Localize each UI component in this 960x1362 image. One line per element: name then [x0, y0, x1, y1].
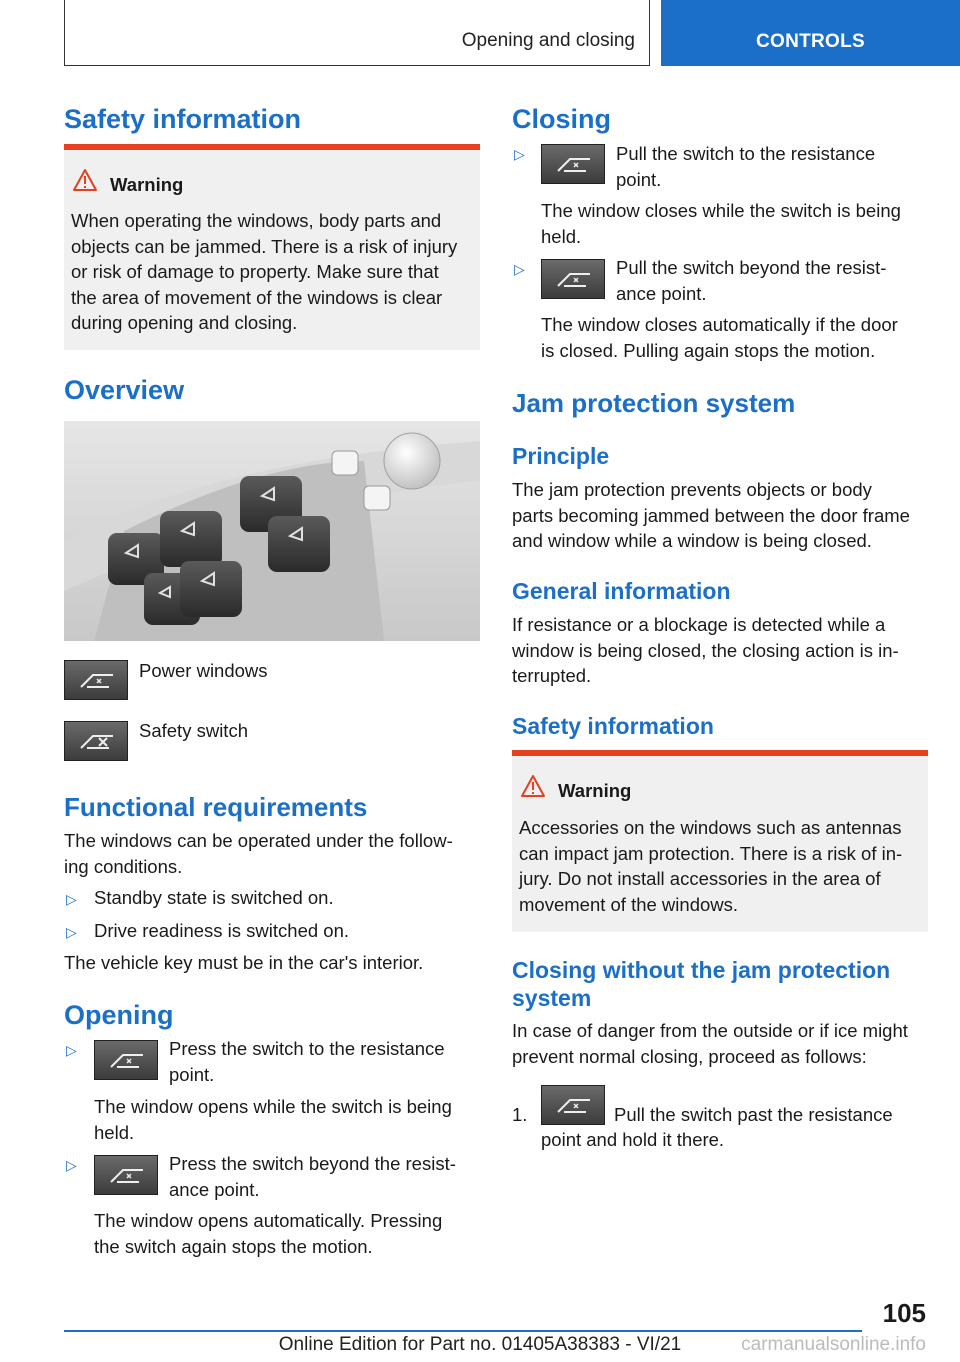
warning-line: can impact jam protection. There is a risk of in-: [519, 842, 903, 864]
warning-line: When operating the windows, body parts and: [71, 210, 442, 231]
closing-without-jam-protection-heading: [512, 956, 890, 1012]
text-line: held.: [541, 225, 582, 247]
overview-heading: Overview: [64, 375, 185, 405]
jam-protection-heading: Jam protection system: [512, 388, 796, 418]
power-window-switch-icon: [541, 259, 605, 299]
warning-line: during opening and closing.: [71, 312, 298, 333]
general-information-text: [512, 612, 899, 689]
text-line: Pull the switch beyond the resist-: [616, 257, 887, 278]
warning-text: [71, 208, 470, 336]
legend-safety-switch-label: Safety switch: [139, 720, 248, 741]
watermark: carmanualsonline.info: [741, 1334, 926, 1355]
power-window-switch-icon: [64, 660, 128, 700]
text-line: is closed. Pulling again stops the motion.: [541, 339, 876, 361]
heading-line: Closing without the jam protection: [512, 957, 891, 983]
warning-box: [64, 144, 480, 350]
text-line: the switch again stops the motion.: [94, 1235, 373, 1257]
warning-triangle-icon: [520, 774, 546, 798]
footer-divider: [64, 1330, 862, 1332]
opening-heading: Opening: [64, 1000, 174, 1030]
text-line: The windows can be operated under the follow-: [64, 830, 453, 851]
text-line: The window opens while the switch is being: [94, 1096, 452, 1117]
opening-step-text: [169, 1151, 456, 1202]
page-number: 105: [882, 1298, 926, 1328]
closing-heading: Closing: [512, 104, 611, 134]
text-line: Pull the switch to the resistance: [616, 143, 876, 164]
functional-item: Standby state is switched on.: [94, 887, 334, 908]
warning-box: [512, 750, 928, 932]
warning-line: jury. Do not install accessories in the area of: [519, 868, 881, 889]
warning-line: movement of the windows.: [519, 893, 739, 915]
warning-line: the area of movement of the windows is clear: [71, 286, 443, 308]
heading-line: system: [512, 985, 592, 1011]
closing-step-text: [616, 255, 886, 306]
safety-switch-icon: [64, 721, 128, 761]
general-information-heading: General information: [512, 578, 731, 604]
opening-step-text: [169, 1036, 445, 1087]
functional-intro: [64, 828, 480, 879]
legend-power-windows-label: Power windows: [139, 660, 268, 681]
closing-step-result: [541, 312, 898, 363]
power-window-switch-icon: [94, 1040, 158, 1080]
text-line: terrupted.: [512, 665, 592, 686]
bullet-triangle-icon: ▷: [514, 261, 525, 277]
text-line: Press the switch to the resistance: [169, 1038, 445, 1059]
warning-title: Warning: [110, 174, 184, 195]
closing-step-text: [616, 141, 875, 192]
bullet-triangle-icon: ▷: [66, 891, 77, 907]
step-number: 1.: [512, 1104, 528, 1125]
text-line: The window closes while the switch is being: [541, 200, 901, 221]
safety-information-subheading: Safety information: [512, 713, 714, 739]
warning-line: or risk of damage to property. Make sure that: [71, 261, 439, 282]
text-line: held.: [94, 1121, 135, 1143]
text-line: parts becoming jammed between the door frame: [512, 504, 910, 526]
closing-without-text: [512, 1018, 908, 1069]
closing-step-result: [541, 198, 901, 249]
text-line: point.: [169, 1063, 215, 1085]
power-window-switch-icon: [94, 1155, 158, 1195]
header-chapter-tab[interactable]: [661, 0, 960, 66]
text-line: ing conditions.: [64, 855, 183, 877]
header-box: [64, 0, 650, 66]
principle-heading: Principle: [512, 443, 610, 469]
text-line: The window closes automatically if the door: [541, 314, 898, 335]
functional-requirements-heading: Functional requirements: [64, 792, 368, 822]
text-line: If resistance or a blockage is detected while a: [512, 614, 886, 635]
bullet-triangle-icon: ▷: [66, 1042, 77, 1058]
power-window-switch-icon: [541, 144, 605, 184]
numbered-step-line: point and hold it there.: [541, 1129, 725, 1150]
text-line: window is being closed, the closing action is in-: [512, 639, 899, 661]
principle-text: [512, 477, 910, 554]
power-window-switch-icon: [541, 1085, 605, 1125]
text-line: ance point.: [616, 282, 707, 304]
opening-step-result: [94, 1208, 442, 1259]
warning-triangle-icon: [72, 168, 98, 192]
footer-edition: Online Edition for Part no. 01405A38383 - VI/21: [278, 1334, 682, 1355]
safety-information-heading: Safety information: [64, 104, 302, 134]
functional-note: The vehicle key must be in the car's interior.: [64, 952, 424, 973]
text-line: In case of danger from the outside or if ice might: [512, 1020, 908, 1041]
warning-line: objects can be jammed. There is a risk of injury: [71, 235, 458, 257]
header-section-title: Opening and closing: [461, 30, 635, 51]
window-switch-panel-photo: [64, 421, 480, 641]
bullet-triangle-icon: ▷: [514, 146, 525, 162]
warning-title: Warning: [558, 780, 632, 801]
opening-step-result: [94, 1094, 452, 1145]
header-chapter-label: CONTROLS: [755, 31, 865, 52]
text-line: prevent normal closing, proceed as follows:: [512, 1045, 867, 1067]
text-line: and window while a window is being closed.: [512, 530, 872, 551]
text-line: ance point.: [169, 1178, 260, 1200]
warning-text: [519, 815, 918, 917]
warning-line: Accessories on the windows such as antennas: [519, 817, 902, 838]
bullet-triangle-icon: ▷: [66, 1157, 77, 1173]
numbered-step-line: Pull the switch past the resistance: [614, 1104, 893, 1125]
functional-item: Drive readiness is switched on.: [94, 920, 349, 941]
text-line: Press the switch beyond the resist-: [169, 1153, 456, 1174]
text-line: point.: [616, 168, 662, 190]
text-line: The window opens automatically. Pressing: [94, 1210, 443, 1231]
bullet-triangle-icon: ▷: [66, 924, 77, 940]
text-line: The jam protection prevents objects or body: [512, 479, 872, 500]
